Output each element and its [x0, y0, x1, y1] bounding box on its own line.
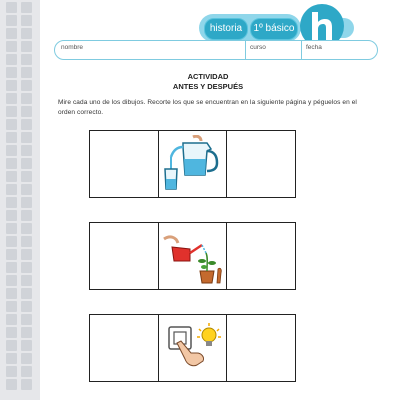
strip-square	[6, 41, 17, 52]
strip-square	[21, 119, 32, 130]
light-switch-bulb-icon	[159, 315, 228, 381]
activity-subheading: ANTES Y DESPUÉS	[172, 82, 244, 91]
strip-square	[6, 327, 17, 338]
strip-square	[21, 15, 32, 26]
sequence-row-2	[89, 222, 296, 290]
pitcher-pouring-water-icon	[159, 131, 228, 197]
strip-square	[21, 223, 32, 234]
strip-square	[21, 184, 32, 195]
watering-wilted-plant-icon	[159, 223, 228, 289]
strip-square	[6, 249, 17, 260]
strip-square	[6, 67, 17, 78]
strip-square	[21, 2, 32, 13]
strip-square	[6, 301, 17, 312]
strip-square	[6, 288, 17, 299]
empty-box-before	[90, 223, 159, 289]
strip-square	[21, 41, 32, 52]
strip-square	[6, 158, 17, 169]
strip-square	[21, 171, 32, 182]
strip-square	[21, 28, 32, 39]
instructions-text: Mire cada uno de los dibujos. Recorte los que se encuentran en la siguiente página y péguelos en el orden correcto.	[58, 99, 357, 116]
strip-square	[6, 314, 17, 325]
empty-box-after	[227, 131, 295, 197]
empty-box-before	[90, 131, 159, 197]
strip-square	[21, 275, 32, 286]
strip-square	[21, 353, 32, 364]
strip-square	[6, 80, 17, 91]
activity-heading: ACTIVIDAD	[187, 72, 229, 81]
strip-square	[6, 171, 17, 182]
separator	[245, 41, 246, 59]
strip-squares-left	[6, 2, 17, 390]
strip-square	[6, 145, 17, 156]
date-label: fecha	[306, 44, 322, 51]
strip-square	[21, 54, 32, 65]
strip-square	[6, 197, 17, 208]
strip-square	[6, 366, 17, 377]
sequence-row-1	[89, 130, 296, 198]
grade-pill: 1º básico	[250, 18, 298, 40]
strip-square	[21, 366, 32, 377]
empty-box-after	[227, 223, 295, 289]
strip-square	[6, 54, 17, 65]
binder-strip	[0, 0, 40, 400]
strip-square	[21, 249, 32, 260]
strip-square	[21, 80, 32, 91]
strip-square	[21, 262, 32, 273]
strip-square	[6, 93, 17, 104]
strip-square	[6, 340, 17, 351]
strip-square	[6, 353, 17, 364]
strip-square	[6, 236, 17, 247]
strip-square	[21, 197, 32, 208]
strip-square	[6, 184, 17, 195]
empty-box-before	[90, 315, 159, 381]
name-label: nombre	[61, 44, 84, 51]
strip-square	[21, 379, 32, 390]
sequence-row-3	[89, 314, 296, 382]
course-label: curso	[250, 44, 266, 51]
strip-square	[6, 262, 17, 273]
strip-square	[21, 288, 32, 299]
strip-square	[21, 145, 32, 156]
subject-pill: historia	[204, 18, 248, 40]
strip-square	[21, 301, 32, 312]
strip-square	[21, 327, 32, 338]
separator	[301, 41, 302, 59]
strip-square	[6, 106, 17, 117]
strip-squares-right	[21, 2, 32, 390]
strip-square	[21, 236, 32, 247]
strip-square	[21, 340, 32, 351]
strip-square	[6, 210, 17, 221]
strip-square	[6, 15, 17, 26]
strip-square	[6, 379, 17, 390]
strip-square	[21, 132, 32, 143]
strip-square	[21, 158, 32, 169]
strip-square	[21, 210, 32, 221]
strip-square	[6, 28, 17, 39]
strip-square	[6, 223, 17, 234]
strip-square	[6, 275, 17, 286]
student-info-bar	[54, 40, 378, 60]
strip-square	[6, 119, 17, 130]
strip-square	[21, 106, 32, 117]
strip-square	[21, 314, 32, 325]
strip-square	[21, 93, 32, 104]
logo-letter-icon	[309, 10, 335, 42]
strip-square	[6, 132, 17, 143]
empty-box-after	[227, 315, 295, 381]
strip-square	[21, 67, 32, 78]
strip-square	[6, 2, 17, 13]
